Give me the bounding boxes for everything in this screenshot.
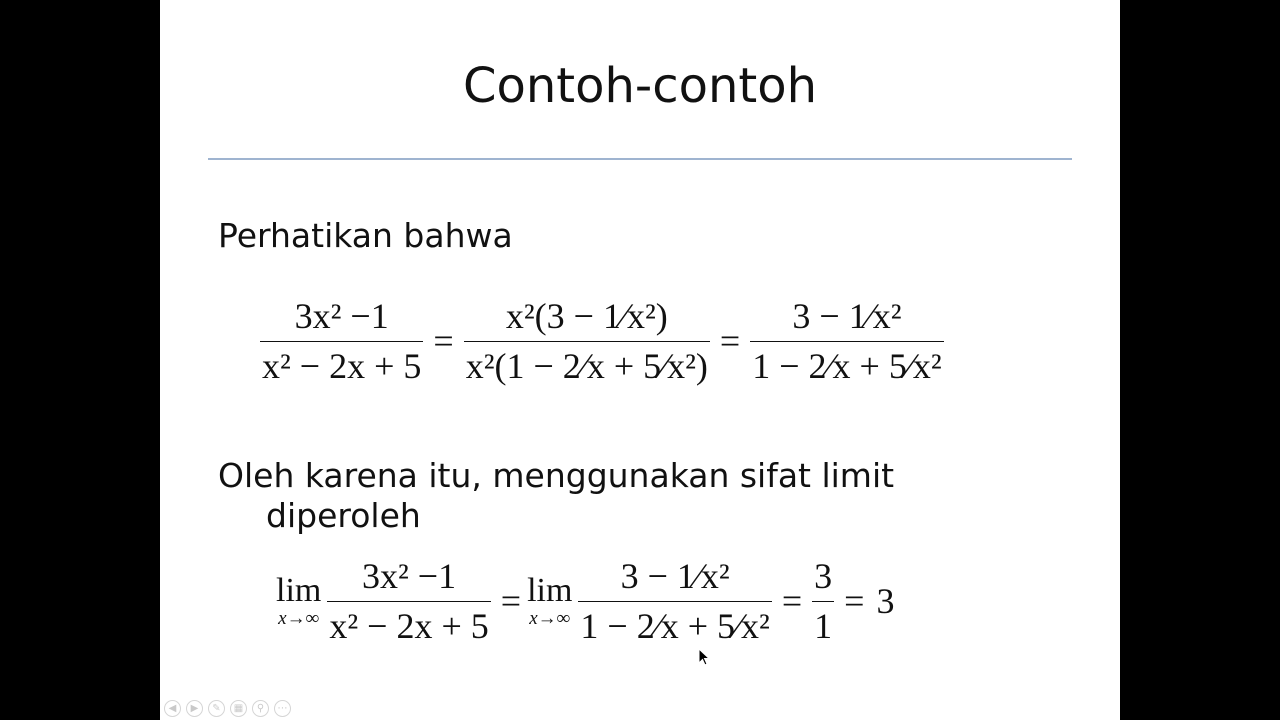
title-divider [208,158,1072,160]
result-value: 3 [876,581,895,622]
numerator: 3 − 1∕x² [620,556,730,596]
pen-icon[interactable]: ✎ [208,700,225,717]
limit-subscript: x→∞ [278,608,320,630]
fraction [812,552,834,651]
numerator: 3 − 1∕x² [792,296,902,336]
fraction [260,292,423,391]
equals-sign: = [719,321,741,362]
limit-word: lim [276,571,322,609]
numerator: 3x² −1 [361,556,457,596]
conclusion-text-line2: diperoleh [266,496,421,535]
equation-2 [276,552,900,651]
denominator: 1 − 2∕x + 5∕x² [752,346,942,387]
equals-sign: = [844,581,865,622]
fraction [578,552,771,651]
numerator: 3x² −1 [294,296,389,336]
fraction [327,552,490,651]
equals-sign: = [500,581,522,622]
numerator: x²(3 − 1∕x²) [505,296,668,336]
fraction [464,292,710,391]
denominator: 1 [814,606,833,647]
limit-subscript: x→∞ [529,608,571,630]
equation-1 [256,292,948,391]
denominator: 1 − 2∕x + 5∕x² [580,606,770,647]
slide [160,0,1120,720]
equals-sign: = [781,581,803,622]
slideshow-toolbar[interactable] [164,700,291,717]
slide-title: Contoh-contoh [462,58,818,114]
mouse-cursor-icon [698,648,710,670]
prev-icon[interactable]: ◀ [164,700,181,717]
slides-icon[interactable]: ▦ [230,700,247,717]
zoom-icon[interactable]: ⚲ [252,700,269,717]
limit-word: lim [527,571,573,609]
more-icon[interactable]: ⋯ [274,700,291,717]
equals-sign: = [433,321,454,362]
limit-operator [276,573,321,631]
denominator: x²(1 − 2∕x + 5∕x²) [465,346,708,387]
conclusion-text-line1: Oleh karena itu, menggunakan sifat limit [218,456,895,495]
intro-text: Perhatikan bahwa [218,216,513,255]
denominator: x² − 2x + 5 [329,606,489,647]
next-icon[interactable]: ▶ [186,700,203,717]
limit-operator [527,573,572,631]
fraction [750,292,943,391]
denominator: x² − 2x + 5 [262,346,422,387]
numerator: 3 [814,556,833,596]
